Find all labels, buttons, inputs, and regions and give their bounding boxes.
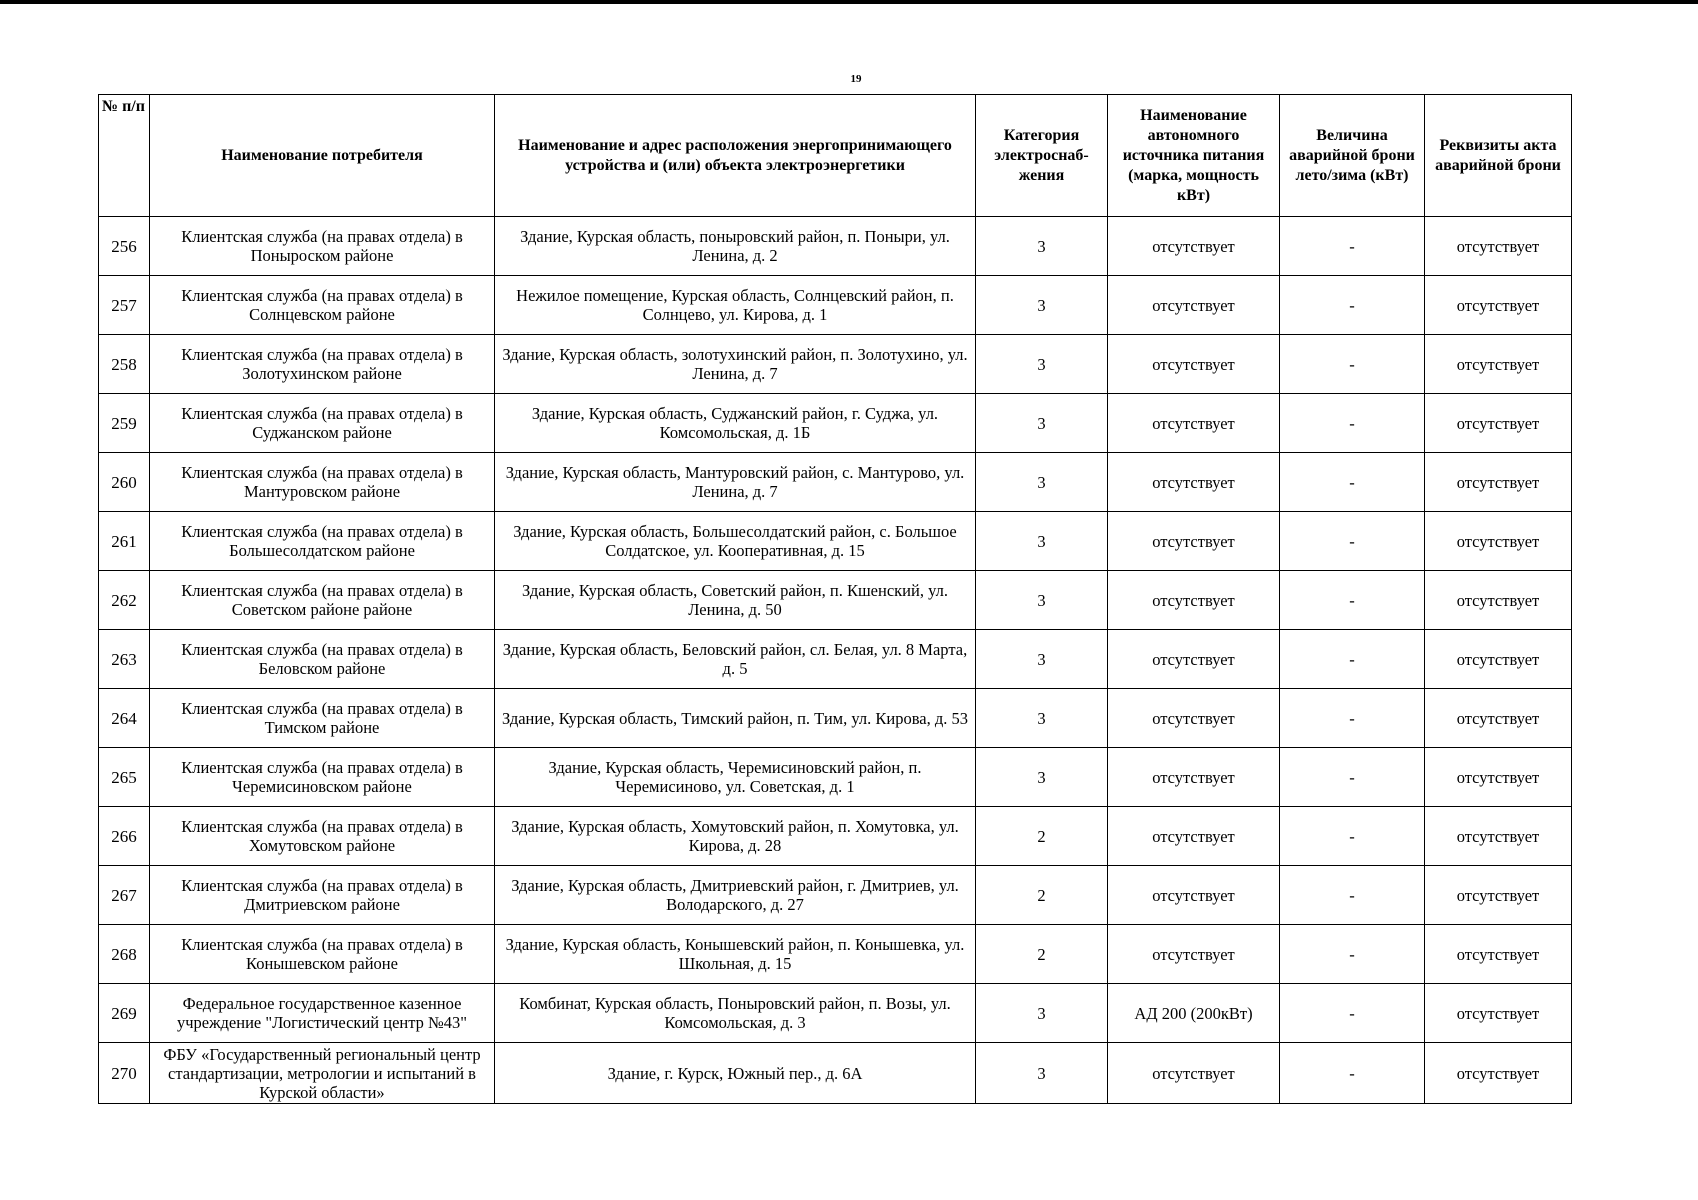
cell-category: 2 bbox=[976, 866, 1108, 925]
cell-address: Здание, Курская область, Беловский район, сл. Белая, ул. 8 Марта, д. 5 bbox=[495, 630, 976, 689]
cell-source: отсутствует bbox=[1108, 866, 1280, 925]
table-row bbox=[99, 984, 1572, 1043]
cell-address: Здание, Курская область, Конышевский район, п. Конышевка, ул. Школьная, д. 15 bbox=[495, 925, 976, 984]
cell-reserve: - bbox=[1280, 512, 1425, 571]
table-row bbox=[99, 571, 1572, 630]
cell-reserve: - bbox=[1280, 748, 1425, 807]
table-row bbox=[99, 512, 1572, 571]
cell-act: отсутствует bbox=[1425, 984, 1572, 1043]
cell-consumer: Клиентская служба (на правах отдела) в Золотухинском районе bbox=[150, 335, 495, 394]
table-row bbox=[99, 807, 1572, 866]
table-row bbox=[99, 689, 1572, 748]
cell-category: 3 bbox=[976, 394, 1108, 453]
header-address: Наименование и адрес расположения энергопринимающего устройства и (или) объекта электроэнергетики bbox=[495, 95, 976, 217]
cell-reserve: - bbox=[1280, 689, 1425, 748]
cell-act: отсутствует bbox=[1425, 1043, 1572, 1104]
cell-address: Здание, Курская область, Черемисиновский район, п. Черемисиново, ул. Советская, д. 1 bbox=[495, 748, 976, 807]
cell-address: Здание, Курская область, Суджанский район, г. Суджа, ул. Комсомольская, д. 1Б bbox=[495, 394, 976, 453]
cell-source: отсутствует bbox=[1108, 807, 1280, 866]
cell-source: отсутствует bbox=[1108, 335, 1280, 394]
cell-address: Здание, Курская область, Мантуровский район, с. Мантурово, ул. Ленина, д. 7 bbox=[495, 453, 976, 512]
cell-num: 264 bbox=[99, 689, 150, 748]
cell-address: Здание, г. Курск, Южный пер., д. 6А bbox=[495, 1043, 976, 1104]
cell-reserve: - bbox=[1280, 571, 1425, 630]
cell-act: отсутствует bbox=[1425, 217, 1572, 276]
header-consumer: Наименование потребителя bbox=[150, 95, 495, 217]
cell-address: Здание, Курская область, Хомутовский район, п. Хомутовка, ул. Кирова, д. 28 bbox=[495, 807, 976, 866]
cell-act: отсутствует bbox=[1425, 630, 1572, 689]
header-num: № п/п bbox=[99, 95, 150, 217]
table-row bbox=[99, 453, 1572, 512]
cell-source: отсутствует bbox=[1108, 217, 1280, 276]
cell-reserve: - bbox=[1280, 630, 1425, 689]
cell-category: 3 bbox=[976, 1043, 1108, 1104]
cell-act: отсутствует bbox=[1425, 748, 1572, 807]
cell-reserve: - bbox=[1280, 276, 1425, 335]
cell-source: отсутствует bbox=[1108, 689, 1280, 748]
table-row bbox=[99, 1043, 1572, 1104]
cell-category: 3 bbox=[976, 217, 1108, 276]
cell-num: 269 bbox=[99, 984, 150, 1043]
cell-source: отсутствует bbox=[1108, 453, 1280, 512]
cell-address: Нежилое помещение, Курская область, Солнцевский район, п. Солнцево, ул. Кирова, д. 1 bbox=[495, 276, 976, 335]
table-row bbox=[99, 748, 1572, 807]
cell-num: 256 bbox=[99, 217, 150, 276]
consumers-table bbox=[98, 94, 1572, 1104]
cell-reserve: - bbox=[1280, 335, 1425, 394]
cell-category: 3 bbox=[976, 512, 1108, 571]
cell-source: отсутствует bbox=[1108, 1043, 1280, 1104]
cell-act: отсутствует bbox=[1425, 925, 1572, 984]
header-source: Наименование автономного источника питания (марка, мощность кВт) bbox=[1108, 95, 1280, 217]
cell-consumer: Клиентская служба (на правах отдела) в Конышевском районе bbox=[150, 925, 495, 984]
cell-category: 3 bbox=[976, 630, 1108, 689]
cell-source: отсутствует bbox=[1108, 571, 1280, 630]
table-row bbox=[99, 866, 1572, 925]
cell-num: 270 bbox=[99, 1043, 150, 1104]
cell-reserve: - bbox=[1280, 453, 1425, 512]
cell-address: Здание, Курская область, Советский район, п. Кшенский, ул. Ленина, д. 50 bbox=[495, 571, 976, 630]
table-header-row bbox=[99, 95, 1572, 217]
cell-source: АД 200 (200кВт) bbox=[1108, 984, 1280, 1043]
cell-num: 261 bbox=[99, 512, 150, 571]
cell-address: Здание, Курская область, Дмитриевский район, г. Дмитриев, ул. Володарского, д. 27 bbox=[495, 866, 976, 925]
cell-consumer: Клиентская служба (на правах отдела) в Тимском районе bbox=[150, 689, 495, 748]
cell-act: отсутствует bbox=[1425, 807, 1572, 866]
cell-act: отсутствует bbox=[1425, 276, 1572, 335]
cell-consumer: Клиентская служба (на правах отдела) в Хомутовском районе bbox=[150, 807, 495, 866]
cell-source: отсутствует bbox=[1108, 394, 1280, 453]
cell-reserve: - bbox=[1280, 925, 1425, 984]
cell-act: отсутствует bbox=[1425, 453, 1572, 512]
cell-act: отсутствует bbox=[1425, 512, 1572, 571]
cell-address: Здание, Курская область, Тимский район, п. Тим, ул. Кирова, д. 53 bbox=[495, 689, 976, 748]
cell-category: 3 bbox=[976, 984, 1108, 1043]
cell-address: Здание, Курская область, поныровский район, п. Поныри, ул. Ленина, д. 2 bbox=[495, 217, 976, 276]
cell-num: 266 bbox=[99, 807, 150, 866]
cell-num: 259 bbox=[99, 394, 150, 453]
cell-consumer: Клиентская служба (на правах отдела) в Черемисиновском районе bbox=[150, 748, 495, 807]
header-act: Реквизиты акта аварийной брони bbox=[1425, 95, 1572, 217]
cell-consumer: Клиентская служба (на правах отдела) в Беловском районе bbox=[150, 630, 495, 689]
cell-category: 3 bbox=[976, 748, 1108, 807]
cell-category: 3 bbox=[976, 571, 1108, 630]
cell-num: 268 bbox=[99, 925, 150, 984]
cell-act: отсутствует bbox=[1425, 335, 1572, 394]
table-row bbox=[99, 925, 1572, 984]
cell-category: 2 bbox=[976, 925, 1108, 984]
cell-consumer: Клиентская служба (на правах отдела) в Солнцевском районе bbox=[150, 276, 495, 335]
cell-consumer: Клиентская служба (на правах отдела) в Большесолдатском районе bbox=[150, 512, 495, 571]
cell-consumer: ФБУ «Государственный региональный центр стандартизации, метрологии и испытаний в Курской области» bbox=[150, 1043, 495, 1104]
cell-address: Комбинат, Курская область, Поныровский район, п. Возы, ул. Комсомольская, д. 3 bbox=[495, 984, 976, 1043]
cell-num: 262 bbox=[99, 571, 150, 630]
cell-consumer: Клиентская служба (на правах отдела) в Советском районе районе bbox=[150, 571, 495, 630]
page-number: 19 bbox=[850, 73, 862, 85]
cell-source: отсутствует bbox=[1108, 630, 1280, 689]
cell-num: 260 bbox=[99, 453, 150, 512]
header-reserve: Величина аварийной брони лето/зима (кВт) bbox=[1280, 95, 1425, 217]
cell-category: 3 bbox=[976, 276, 1108, 335]
cell-source: отсутствует bbox=[1108, 748, 1280, 807]
cell-consumer: Клиентская служба (на правах отдела) в Дмитриевском районе bbox=[150, 866, 495, 925]
table-row bbox=[99, 335, 1572, 394]
cell-num: 258 bbox=[99, 335, 150, 394]
cell-category: 3 bbox=[976, 689, 1108, 748]
table-row bbox=[99, 217, 1572, 276]
cell-act: отсутствует bbox=[1425, 571, 1572, 630]
cell-reserve: - bbox=[1280, 866, 1425, 925]
table-row bbox=[99, 630, 1572, 689]
table-row bbox=[99, 394, 1572, 453]
cell-num: 263 bbox=[99, 630, 150, 689]
cell-address: Здание, Курская область, золотухинский район, п. Золотухино, ул. Ленина, д. 7 bbox=[495, 335, 976, 394]
cell-category: 2 bbox=[976, 807, 1108, 866]
cell-reserve: - bbox=[1280, 1043, 1425, 1104]
table-body bbox=[99, 217, 1572, 1104]
cell-reserve: - bbox=[1280, 394, 1425, 453]
cell-category: 3 bbox=[976, 335, 1108, 394]
cell-source: отсутствует bbox=[1108, 925, 1280, 984]
cell-num: 267 bbox=[99, 866, 150, 925]
cell-num: 265 bbox=[99, 748, 150, 807]
cell-address: Здание, Курская область, Большесолдатский район, с. Большое Солдатское, ул. Кооперативная, д. 15 bbox=[495, 512, 976, 571]
cell-act: отсутствует bbox=[1425, 689, 1572, 748]
header-category: Категория электроснаб-жения bbox=[976, 95, 1108, 217]
cell-act: отсутствует bbox=[1425, 394, 1572, 453]
cell-reserve: - bbox=[1280, 807, 1425, 866]
cell-num: 257 bbox=[99, 276, 150, 335]
cell-consumer: Клиентская служба (на правах отдела) в Суджанском районе bbox=[150, 394, 495, 453]
cell-source: отсутствует bbox=[1108, 276, 1280, 335]
cell-reserve: - bbox=[1280, 217, 1425, 276]
cell-act: отсутствует bbox=[1425, 866, 1572, 925]
cell-consumer: Клиентская служба (на правах отдела) в Мантуровском районе bbox=[150, 453, 495, 512]
scan-edge bbox=[0, 0, 1698, 4]
cell-category: 3 bbox=[976, 453, 1108, 512]
cell-source: отсутствует bbox=[1108, 512, 1280, 571]
cell-reserve: - bbox=[1280, 984, 1425, 1043]
cell-consumer: Федеральное государственное казенное учреждение "Логистический центр №43" bbox=[150, 984, 495, 1043]
cell-consumer: Клиентская служба (на правах отдела) в Поныроском районе bbox=[150, 217, 495, 276]
table-row bbox=[99, 276, 1572, 335]
